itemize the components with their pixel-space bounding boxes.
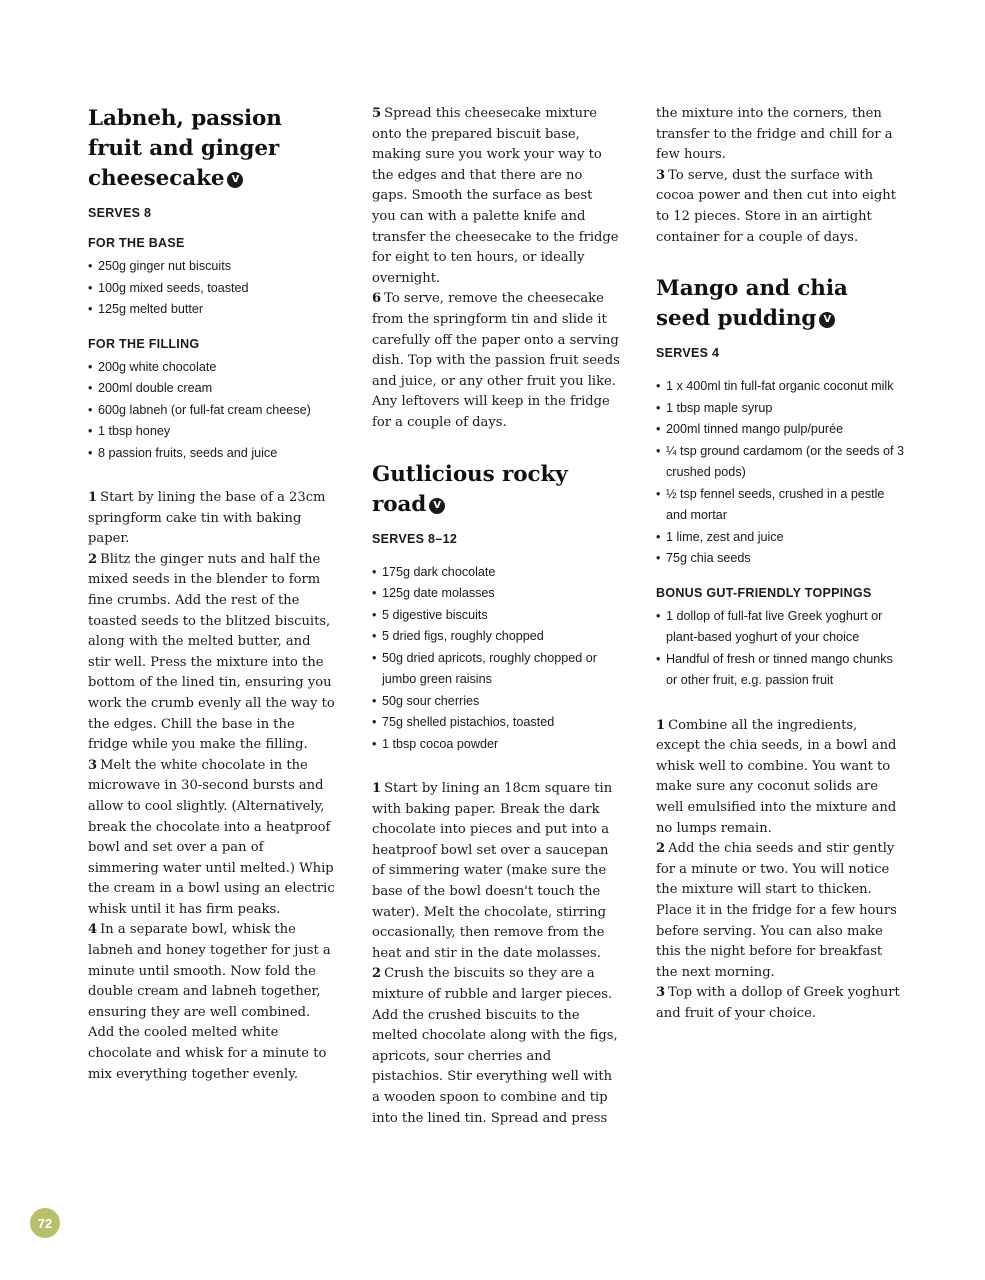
vegetarian-badge-icon: V xyxy=(227,172,243,188)
method-step xyxy=(372,104,620,289)
recipe-title-cheesecake xyxy=(88,104,336,194)
serves-label-cheesecake: SERVES 8 xyxy=(88,206,152,220)
list-item: • 600g labneh (or full-fat cream cheese) xyxy=(88,400,336,422)
method-step xyxy=(656,166,904,248)
list-item: • 75g chia seeds xyxy=(656,548,904,570)
bonus-toppings-heading: BONUS GUT-FRIENDLY TOPPINGS xyxy=(656,585,872,600)
cheesecake-method-continued xyxy=(372,104,620,434)
recipe-title-chia-pudding xyxy=(656,274,904,334)
base-ingredients-heading: FOR THE BASE xyxy=(88,236,185,250)
step-number: 1 xyxy=(372,781,382,796)
page-number-badge: 72 xyxy=(30,1208,60,1238)
list-item: • ¼ tsp ground cardamom (or the seeds of 3 crushed pods) xyxy=(656,441,904,484)
step-number: 2 xyxy=(372,966,382,982)
step-text: Crush the biscuits so they are a mixture of rubble and larger pieces. Add the crushed biscuits to the melted chocolate along with the figs, apricots, sour cherries and pistachios. Stir everything well with a wooden spoon to combine and tip into the lined tin. Spread and press xyxy=(372,966,618,1126)
step-text: In a separate bowl, whisk the labneh and honey together for just a minute until smooth. Now fold the double cream and labneh together, ensuring they are well combined. Add the cooled melted white chocolate and whisk for a minute to mix everything together evenly. xyxy=(88,922,331,1082)
list-item: • 8 passion fruits, seeds and juice xyxy=(88,443,336,465)
serves-label-rocky-road: SERVES 8–12 xyxy=(372,531,458,546)
step-number: 1 xyxy=(656,717,666,733)
step-number: 5 xyxy=(372,106,382,121)
step-number: 2 xyxy=(656,841,666,857)
spacer xyxy=(88,480,336,488)
recipe-title-text: Mango and chia seed pudding xyxy=(656,276,848,332)
list-item: • ½ tsp fennel seeds, crushed in a pestle and mortar xyxy=(656,484,904,527)
step-text: Melt the white chocolate in the microwave in 30-second bursts and allow to cool slightly. (Alternatively, break the chocolate into a heatproof bowl and set over a pan of simmering water until melted.) Whip the cream in a bowl using an electric whisk until it has firm peaks. xyxy=(88,757,335,917)
column-two xyxy=(372,104,620,1184)
recipe-title-text: Labneh, passion fruit and ginger cheesecake xyxy=(88,106,282,191)
step-number: 3 xyxy=(656,985,666,1001)
step-text: Top with a dollop of Greek yoghurt and fruit of your choice. xyxy=(656,985,900,1021)
step-number: 6 xyxy=(372,291,382,307)
rocky-road-method-continued xyxy=(656,104,904,248)
recipe-title-rocky-road xyxy=(372,460,620,520)
method-step xyxy=(656,104,904,166)
step-number: 4 xyxy=(88,922,98,938)
list-item: • 5 digestive biscuits xyxy=(372,605,620,627)
list-item: • 50g sour cherries xyxy=(372,691,620,713)
step-text: Blitz the ginger nuts and half the mixed seeds in the blender to form fine crumbs. Add the rest of the toasted seeds to the blitzed biscuits, along with the melted butter, and stir well. Press the mixture into the bottom of the lined tin, ensuring you work the crumb evenly all the way to the edges. Chill the base in the fridge while you make the filling. xyxy=(88,551,335,753)
step-number: 2 xyxy=(88,551,98,567)
list-item: • 250g ginger nut biscuits xyxy=(88,256,336,278)
list-item: • 175g dark chocolate xyxy=(372,562,620,584)
column-three xyxy=(656,104,904,1184)
vegetarian-badge-icon: V xyxy=(429,498,445,514)
method-step xyxy=(656,839,904,983)
step-number: 1 xyxy=(88,490,98,505)
rocky-road-ingredients-list xyxy=(372,562,620,756)
method-step xyxy=(656,716,904,840)
step-text: To serve, dust the surface with cocoa power and then cut into eight to 12 pieces. Store in an airtight container for a couple of days. xyxy=(656,167,896,245)
filling-ingredients-heading: FOR THE FILLING xyxy=(88,336,200,351)
serves-label-chia-pudding: SERVES 4 xyxy=(656,346,720,361)
list-item: • 200g white chocolate xyxy=(88,357,336,379)
vegetarian-badge-icon: V xyxy=(819,312,835,328)
page-columns xyxy=(88,104,904,1184)
bonus-toppings-list xyxy=(656,606,904,692)
list-item: • 1 tbsp maple syrup xyxy=(656,398,904,420)
list-item: • 200ml tinned mango pulp/purée xyxy=(656,419,904,441)
base-ingredients-list xyxy=(88,256,336,321)
spacer xyxy=(656,248,904,274)
step-text: the mixture into the corners, then transfer to the fridge and chill for a few hours. xyxy=(656,106,893,163)
step-text: To serve, remove the cheesecake from the springform tin and slide it carefully off the paper onto a serving dish. Top with the passion fruit seeds and juice, or any other fruit you like. Any leftovers will keep in the fridge for a couple of days. xyxy=(372,291,620,430)
step-text: Start by lining an 18cm square tin with baking paper. Break the dark chocolate into pieces and put into a heatproof bowl set over a saucepan of simmering water (make sure the base of the bowl doesn't touch the water). Melt the chocolate, stirring occasionally, then remove from the heat and stir in the date molasses. xyxy=(372,781,613,961)
method-step xyxy=(88,550,336,756)
method-step xyxy=(88,920,336,1085)
method-step xyxy=(372,779,620,964)
step-text: Spread this cheesecake mixture onto the prepared biscuit base, making sure you work your way to the edges and that there are no gaps. Smooth the surface as best you can with a palette knife and transfer the cheesecake to the fridge for eight to ten hours, or ideally overnight. xyxy=(372,106,619,286)
column-one xyxy=(88,104,336,1184)
list-item: • 1 x 400ml tin full-fat organic coconut milk xyxy=(656,376,904,398)
filling-ingredients-list xyxy=(88,357,336,465)
list-item: • 100g mixed seeds, toasted xyxy=(88,278,336,300)
spacer xyxy=(656,708,904,716)
method-step xyxy=(88,756,336,921)
recipe-title-text: Gutlicious rocky road xyxy=(372,461,568,517)
list-item: • 50g dried apricots, roughly chopped or jumbo green raisins xyxy=(372,648,620,691)
rocky-road-method xyxy=(372,779,620,1129)
method-step xyxy=(656,983,904,1024)
chia-pudding-ingredients-list xyxy=(656,376,904,570)
method-step xyxy=(372,289,620,433)
cheesecake-method xyxy=(88,488,336,1085)
list-item: • 75g shelled pistachios, toasted xyxy=(372,712,620,734)
step-text: Combine all the ingredients, except the chia seeds, in a bowl and whisk well to combine. You want to make sure any coconut solids are well emulsified into the mixture and no lumps remain. xyxy=(656,717,897,836)
list-item: • 1 tbsp cocoa powder xyxy=(372,734,620,756)
list-item: • 125g melted butter xyxy=(88,299,336,321)
list-item: • 1 tbsp honey xyxy=(88,421,336,443)
list-item: • 5 dried figs, roughly chopped xyxy=(372,626,620,648)
list-item: • Handful of fresh or tinned mango chunks or other fruit, e.g. passion fruit xyxy=(656,649,904,692)
spacer xyxy=(372,434,620,460)
spacer xyxy=(372,771,620,779)
list-item: • 125g date molasses xyxy=(372,583,620,605)
step-text: Add the chia seeds and stir gently for a minute or two. You will notice the mixture will start to thicken. Place it in the fridge for a few hours before serving. You can also make this the night before for breakfast the next morning. xyxy=(656,841,897,980)
step-text: Start by lining the base of a 23cm springform cake tin with baking paper. xyxy=(88,490,326,547)
list-item: • 200ml double cream xyxy=(88,378,336,400)
chia-pudding-method xyxy=(656,716,904,1025)
list-item: • 1 dollop of full-fat live Greek yoghurt or plant-based yoghurt of your choice xyxy=(656,606,904,649)
step-number: 3 xyxy=(88,757,98,773)
step-number: 3 xyxy=(656,167,666,183)
method-step xyxy=(372,964,620,1129)
method-step xyxy=(88,488,336,550)
list-item: • 1 lime, zest and juice xyxy=(656,527,904,549)
